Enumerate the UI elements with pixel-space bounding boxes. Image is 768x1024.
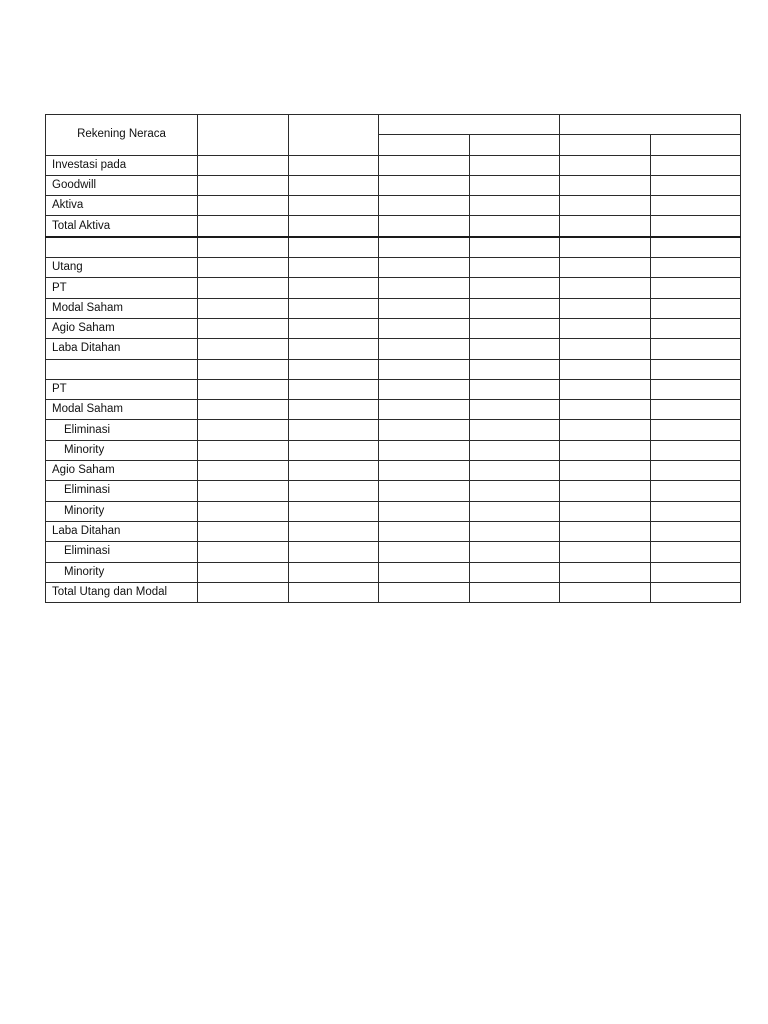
header-title: Rekening Neraca xyxy=(46,115,198,156)
value-cell[interactable] xyxy=(650,501,741,521)
value-cell[interactable] xyxy=(288,379,379,399)
value-cell[interactable] xyxy=(379,175,470,195)
row-label[interactable] xyxy=(46,237,198,258)
value-cell[interactable] xyxy=(288,216,379,237)
value-cell[interactable] xyxy=(288,521,379,541)
table-row xyxy=(46,339,741,359)
table-row xyxy=(46,278,741,298)
row-label[interactable]: Modal Saham xyxy=(46,298,198,318)
value-cell[interactable] xyxy=(288,237,379,258)
value-cell[interactable] xyxy=(288,175,379,195)
value-cell[interactable] xyxy=(650,359,741,379)
value-cell[interactable] xyxy=(650,562,741,582)
value-cell[interactable] xyxy=(198,461,289,481)
value-cell[interactable] xyxy=(288,359,379,379)
value-cell[interactable] xyxy=(379,258,470,278)
value-cell[interactable] xyxy=(198,501,289,521)
value-cell[interactable] xyxy=(379,155,470,175)
header-subcell[interactable] xyxy=(560,135,651,155)
row-label[interactable]: Agio Saham xyxy=(46,461,198,481)
value-cell[interactable] xyxy=(469,298,560,318)
table-row xyxy=(46,196,741,216)
value-cell[interactable] xyxy=(198,420,289,440)
value-cell[interactable] xyxy=(469,339,560,359)
value-cell[interactable] xyxy=(198,258,289,278)
value-cell[interactable] xyxy=(650,461,741,481)
value-cell[interactable] xyxy=(198,196,289,216)
table-row xyxy=(46,318,741,338)
value-cell[interactable] xyxy=(469,237,560,258)
value-cell[interactable] xyxy=(198,278,289,298)
balance-sheet-table xyxy=(45,114,741,603)
value-cell[interactable] xyxy=(469,400,560,420)
value-cell[interactable] xyxy=(288,258,379,278)
value-cell[interactable] xyxy=(198,440,289,460)
table-row xyxy=(46,359,741,379)
value-cell[interactable] xyxy=(560,461,651,481)
value-cell[interactable] xyxy=(288,440,379,460)
table-row xyxy=(46,400,741,420)
row-label[interactable]: Aktiva xyxy=(46,196,198,216)
value-cell[interactable] xyxy=(560,237,651,258)
value-cell[interactable] xyxy=(379,379,470,399)
value-cell[interactable] xyxy=(379,461,470,481)
value-cell[interactable] xyxy=(469,481,560,501)
value-cell[interactable] xyxy=(198,298,289,318)
value-cell[interactable] xyxy=(288,400,379,420)
table-row xyxy=(46,582,741,602)
value-cell[interactable] xyxy=(288,461,379,481)
value-cell[interactable] xyxy=(288,318,379,338)
value-cell[interactable] xyxy=(469,542,560,562)
value-cell[interactable] xyxy=(379,501,470,521)
value-cell[interactable] xyxy=(650,440,741,460)
value-cell[interactable] xyxy=(560,400,651,420)
value-cell[interactable] xyxy=(560,582,651,602)
row-label[interactable]: Investasi pada xyxy=(46,155,198,175)
value-cell[interactable] xyxy=(379,298,470,318)
value-cell[interactable] xyxy=(560,501,651,521)
value-cell[interactable] xyxy=(560,298,651,318)
table-row xyxy=(46,562,741,582)
value-cell[interactable] xyxy=(288,481,379,501)
value-cell[interactable] xyxy=(198,155,289,175)
table-row xyxy=(46,461,741,481)
value-cell[interactable] xyxy=(469,521,560,541)
value-cell[interactable] xyxy=(288,339,379,359)
row-label[interactable]: Agio Saham xyxy=(46,318,198,338)
value-cell[interactable] xyxy=(198,339,289,359)
table-row xyxy=(46,155,741,175)
table-row xyxy=(46,258,741,278)
table-row xyxy=(46,420,741,440)
value-cell[interactable] xyxy=(379,420,470,440)
value-cell[interactable] xyxy=(650,175,741,195)
table-row xyxy=(46,175,741,195)
value-cell[interactable] xyxy=(379,359,470,379)
table-body xyxy=(46,155,741,603)
value-cell[interactable] xyxy=(469,155,560,175)
row-label[interactable]: PT xyxy=(46,379,198,399)
table-row xyxy=(46,501,741,521)
value-cell[interactable] xyxy=(560,420,651,440)
value-cell[interactable] xyxy=(288,582,379,602)
table-row xyxy=(46,481,741,501)
value-cell[interactable] xyxy=(560,481,651,501)
value-cell[interactable] xyxy=(650,258,741,278)
header-group-cell[interactable] xyxy=(560,115,741,135)
value-cell[interactable] xyxy=(469,440,560,460)
value-cell[interactable] xyxy=(198,481,289,501)
row-label[interactable]: Minority xyxy=(46,501,198,521)
value-cell[interactable] xyxy=(288,196,379,216)
value-cell[interactable] xyxy=(379,196,470,216)
value-cell[interactable] xyxy=(469,278,560,298)
value-cell[interactable] xyxy=(469,175,560,195)
table-header xyxy=(46,115,741,156)
value-cell[interactable] xyxy=(469,216,560,237)
value-cell[interactable] xyxy=(560,278,651,298)
row-label[interactable]: Minority xyxy=(46,562,198,582)
value-cell[interactable] xyxy=(198,175,289,195)
header-cell[interactable] xyxy=(288,115,379,156)
row-label[interactable]: Modal Saham xyxy=(46,400,198,420)
value-cell[interactable] xyxy=(560,562,651,582)
header-subcell[interactable] xyxy=(650,135,741,155)
value-cell[interactable] xyxy=(379,440,470,460)
value-cell[interactable] xyxy=(288,298,379,318)
value-cell[interactable] xyxy=(650,420,741,440)
value-cell[interactable] xyxy=(650,339,741,359)
value-cell[interactable] xyxy=(198,216,289,237)
value-cell[interactable] xyxy=(379,481,470,501)
value-cell[interactable] xyxy=(469,258,560,278)
value-cell[interactable] xyxy=(560,318,651,338)
value-cell[interactable] xyxy=(650,278,741,298)
header-group-cell[interactable] xyxy=(379,115,560,135)
value-cell[interactable] xyxy=(560,216,651,237)
value-cell[interactable] xyxy=(650,216,741,237)
value-cell[interactable] xyxy=(560,379,651,399)
value-cell[interactable] xyxy=(650,196,741,216)
value-cell[interactable] xyxy=(469,379,560,399)
value-cell[interactable] xyxy=(198,379,289,399)
header-subcell[interactable] xyxy=(469,135,560,155)
value-cell[interactable] xyxy=(560,339,651,359)
value-cell[interactable] xyxy=(288,420,379,440)
value-cell[interactable] xyxy=(379,318,470,338)
value-cell[interactable] xyxy=(650,237,741,258)
row-label[interactable]: Utang xyxy=(46,258,198,278)
value-cell[interactable] xyxy=(469,196,560,216)
value-cell[interactable] xyxy=(288,562,379,582)
value-cell[interactable] xyxy=(560,258,651,278)
value-cell[interactable] xyxy=(288,501,379,521)
value-cell[interactable] xyxy=(650,582,741,602)
value-cell[interactable] xyxy=(560,542,651,562)
value-cell[interactable] xyxy=(650,481,741,501)
value-cell[interactable] xyxy=(198,400,289,420)
table-row xyxy=(46,440,741,460)
value-cell[interactable] xyxy=(469,501,560,521)
table-row xyxy=(46,542,741,562)
value-cell[interactable] xyxy=(469,562,560,582)
value-cell[interactable] xyxy=(379,521,470,541)
table-row xyxy=(46,237,741,258)
value-cell[interactable] xyxy=(560,175,651,195)
header-subcell[interactable] xyxy=(379,135,470,155)
value-cell[interactable] xyxy=(560,440,651,460)
row-label[interactable]: Laba Ditahan xyxy=(46,521,198,541)
value-cell[interactable] xyxy=(650,400,741,420)
value-cell[interactable] xyxy=(560,196,651,216)
table-row xyxy=(46,216,741,237)
value-cell[interactable] xyxy=(560,155,651,175)
value-cell[interactable] xyxy=(379,400,470,420)
row-label[interactable]: PT xyxy=(46,278,198,298)
row-label[interactable] xyxy=(46,359,198,379)
table-row xyxy=(46,298,741,318)
value-cell[interactable] xyxy=(469,318,560,338)
value-cell[interactable] xyxy=(288,542,379,562)
value-cell[interactable] xyxy=(198,359,289,379)
row-label[interactable]: Eliminasi xyxy=(46,481,198,501)
row-label[interactable]: Minority xyxy=(46,440,198,460)
value-cell[interactable] xyxy=(198,562,289,582)
table-row xyxy=(46,379,741,399)
row-label[interactable]: Laba Ditahan xyxy=(46,339,198,359)
value-cell[interactable] xyxy=(469,582,560,602)
value-cell[interactable] xyxy=(198,542,289,562)
row-label[interactable]: Total Aktiva xyxy=(46,216,198,237)
row-label[interactable]: Total Utang dan Modal xyxy=(46,582,198,602)
value-cell[interactable] xyxy=(198,521,289,541)
value-cell[interactable] xyxy=(650,521,741,541)
value-cell[interactable] xyxy=(469,359,560,379)
row-label[interactable]: Eliminasi xyxy=(46,542,198,562)
value-cell[interactable] xyxy=(469,461,560,481)
value-cell[interactable] xyxy=(379,582,470,602)
value-cell[interactable] xyxy=(379,562,470,582)
value-cell[interactable] xyxy=(198,237,289,258)
value-cell[interactable] xyxy=(288,278,379,298)
value-cell[interactable] xyxy=(650,542,741,562)
header-cell[interactable] xyxy=(198,115,289,156)
value-cell[interactable] xyxy=(379,542,470,562)
value-cell[interactable] xyxy=(379,278,470,298)
value-cell[interactable] xyxy=(379,237,470,258)
value-cell[interactable] xyxy=(650,298,741,318)
value-cell[interactable] xyxy=(560,521,651,541)
table-row xyxy=(46,521,741,541)
value-cell[interactable] xyxy=(198,318,289,338)
value-cell[interactable] xyxy=(379,339,470,359)
value-cell[interactable] xyxy=(379,216,470,237)
value-cell[interactable] xyxy=(198,582,289,602)
value-cell[interactable] xyxy=(650,155,741,175)
value-cell[interactable] xyxy=(560,359,651,379)
value-cell[interactable] xyxy=(650,318,741,338)
value-cell[interactable] xyxy=(469,420,560,440)
row-label[interactable]: Goodwill xyxy=(46,175,198,195)
row-label[interactable]: Eliminasi xyxy=(46,420,198,440)
value-cell[interactable] xyxy=(650,379,741,399)
value-cell[interactable] xyxy=(288,155,379,175)
